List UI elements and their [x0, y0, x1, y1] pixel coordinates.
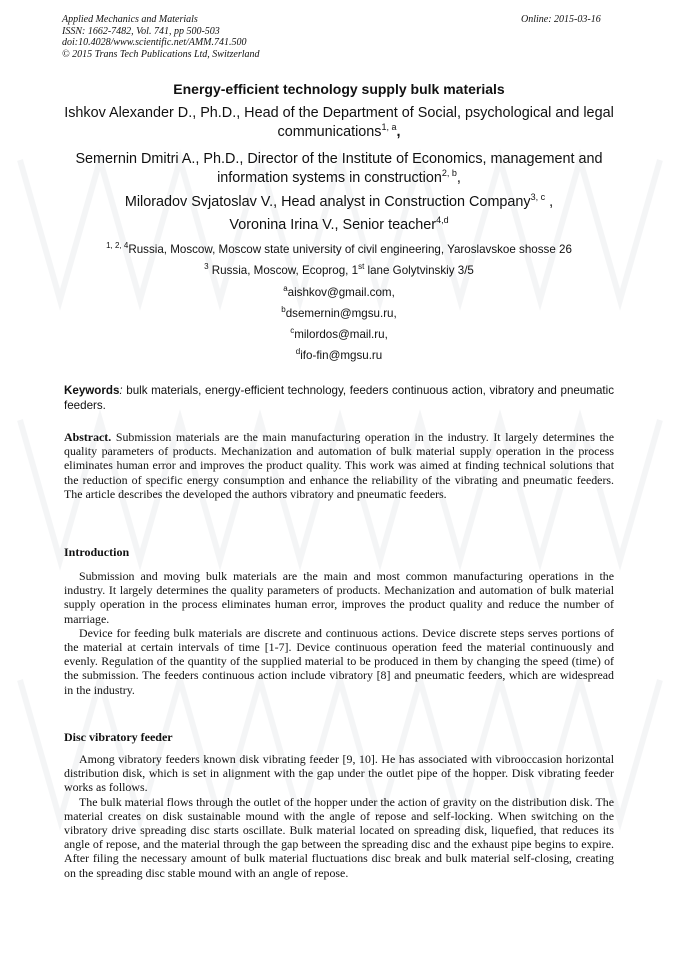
section-heading-disc-feeder: Disc vibratory feeder	[64, 730, 173, 744]
email-d	[60, 349, 618, 362]
abstract-label: Abstract.	[64, 430, 112, 444]
doi-line: doi:10.4028/www.scientific.net/AMM.741.500	[62, 37, 247, 48]
affiliation-text: lane Golytvinskiy 3/5	[364, 264, 474, 277]
journal-name: Applied Mechanics and Materials	[62, 14, 198, 25]
affiliation-1	[60, 243, 618, 256]
keywords-text: bulk materials, energy-efficient technology, feeders continuous action, vibratory and pneumatic feeders.	[64, 384, 614, 412]
email-superscript: c	[290, 326, 295, 335]
email-text: aishkov@gmail.com,	[287, 286, 395, 299]
paper-title: Energy-efficient technology supply bulk materials	[173, 81, 505, 97]
author-separator: ,	[456, 170, 461, 186]
author-name: Semernin Dmitri A., Ph.D., Director of the Institute of Economics, management and information systems in construction	[75, 151, 603, 186]
keywords-colon: :	[119, 384, 123, 397]
online-date: Online: 2015-03-16	[521, 14, 601, 25]
author-superscript: 4,d	[436, 215, 449, 225]
author-2	[60, 150, 618, 188]
affiliation-text: Russia, Moscow, Moscow state university of civil engineering, Yaroslavskoe shosse 26	[128, 243, 572, 256]
section-heading-introduction: Introduction	[64, 545, 130, 559]
introduction-body	[64, 569, 614, 697]
keywords-label: Keywords	[64, 384, 120, 397]
ordinal-superscript: st	[358, 262, 365, 271]
author-1	[60, 104, 618, 142]
email-superscript: d	[295, 347, 301, 356]
journal-header	[62, 14, 260, 60]
copyright-line: © 2015 Trans Tech Publications Ltd, Switzerland	[62, 48, 260, 60]
affiliation-superscript: 1, 2, 4	[106, 241, 129, 250]
author-name: Ishkov Alexander D., Ph.D., Head of the Department of Social, psychological and legal communications	[64, 105, 614, 140]
author-superscript: 3, c	[530, 192, 546, 202]
email-text: ifo-fin@mgsu.ru	[300, 349, 383, 362]
author-name: Miloradov Svjatoslav V., Head analyst in Construction Company	[124, 194, 531, 210]
author-3	[60, 193, 618, 212]
author-separator: ,	[545, 194, 554, 210]
email-text: milordos@mail.ru,	[294, 328, 388, 341]
paragraph: Device for feeding bulk materials are discrete and continuous actions. Device discrete steps serves portions of the material at certain intervals of time [1-7]. Device continuous operation feed the material continuously and evenly. Regulation of the quantity of the supplied material to be produced in them by changing the speed (time) of the submission. The feeders continuous action include vibratory [8] and pneumatic feeders, which are widespread in the industry.	[64, 625, 614, 697]
author-4	[60, 216, 618, 235]
disc-feeder-body	[64, 752, 614, 880]
paragraph: The bulk material flows through the outlet of the hopper under the action of gravity on the distribution disk. The material creates on disk sustainable mound with the angle of repose and self-locking. When switching on the vibratory drive spreading disc starts oscillate. Bulk material located on spreading disk, liquefied, that reduces its angle of repose, and the material through the gap between the spreading disc and the exhaust pipe begins to expire. After filing the necessary amount of bulk material fluctuations disc break and bulk material self-closing, creating on the spreading disc stable mound with an angle of repose.	[64, 794, 614, 880]
author-superscript: 2, b	[441, 168, 457, 178]
email-b	[60, 307, 618, 320]
keywords	[64, 384, 614, 413]
author-separator: ,	[396, 124, 401, 140]
email-superscript: a	[283, 284, 288, 293]
paragraph: Among vibratory feeders known disk vibrating feeder [9, 10]. He has associated with vibrooccasion horizontal distribution disk, which is set in alignment with the gap under the outlet pipe of the hopper. Disk vibrating feeder works as follows.	[64, 752, 614, 795]
email-superscript: b	[281, 305, 286, 314]
issn-line: ISSN: 1662-7482, Vol. 741, pp 500-503	[62, 25, 220, 37]
paragraph: Submission and moving bulk materials are the main and most common manufacturing operations in the industry. It largely determines the quality parameters of products. Mechanization and automation of bulk material supply operation in the process eliminates human error, improves the product quality and reduce the number of marriage.	[64, 569, 614, 626]
abstract-text: Submission materials are the main manufacturing operation in the industry. It largely determines the quality parameters of products. Mechanization and automation of bulk material supply operation in the process eliminates human error and improves the product quality. This work was aimed at finding technical solutions that the reduction of specific energy consumption and enhance the reliability of the vibrating and pneumatic feeders. The article describes the developed the authors vibratory and pneumatic feeders.	[64, 430, 614, 501]
affiliation-2	[60, 264, 618, 277]
abstract	[64, 430, 614, 501]
email-text: dsemernin@mgsu.ru,	[285, 307, 397, 320]
author-name: Voronina Irina V., Senior teacher	[229, 217, 437, 233]
author-superscript: 1, a	[381, 122, 397, 132]
email-c	[60, 328, 618, 341]
affiliation-text: Russia, Moscow, Ecoprog, 1	[208, 264, 359, 277]
affiliation-superscript: 3	[204, 262, 209, 271]
email-a	[60, 286, 618, 299]
